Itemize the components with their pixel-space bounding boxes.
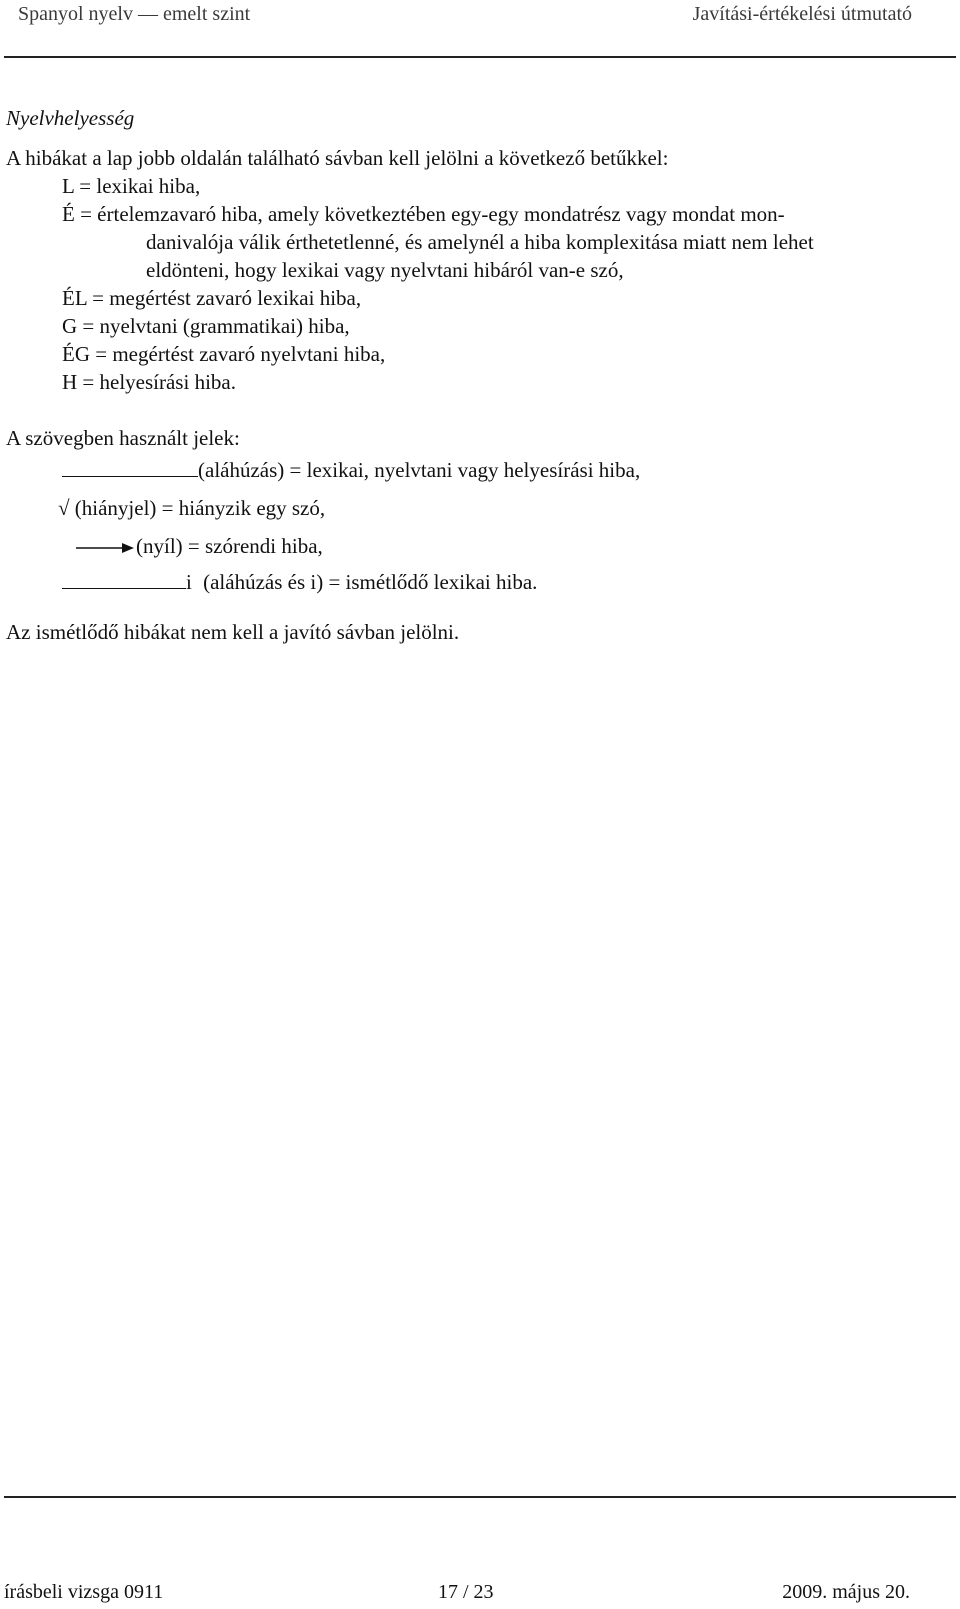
header-right: Javítási-értékelési útmutató xyxy=(692,3,912,25)
header-left: Spanyol nyelv — emelt szint xyxy=(18,3,251,25)
section-title: Nyelvhelyesség xyxy=(6,106,135,130)
mark-repeat-text: (aláhúzás és i) = ismétlődő lexikai hiba. xyxy=(203,570,538,594)
check-mark-icon: √ xyxy=(58,496,70,520)
closing-text: Az ismétlődő hibákat nem kell a javító sávban jelölni. xyxy=(6,620,460,644)
arrow-right-icon xyxy=(76,539,134,557)
mark-check-row xyxy=(58,494,325,522)
mark-underline-text: (aláhúzás) = lexikai, nyelvtani vagy helyesírási hiba, xyxy=(198,458,641,482)
mark-arrow-text: (nyíl) = szórendi hiba, xyxy=(136,534,323,558)
footer-date: 2009. május 20. xyxy=(782,1581,910,1603)
code-l: L = lexikai hiba, xyxy=(62,174,201,198)
intro-text: A hibákat a lap jobb oldalán található sávban kell jelölni a következő betűkkel: xyxy=(6,146,669,170)
code-e-line3: eldönteni, hogy lexikai vagy nyelvtani hibáról van-e szó, xyxy=(146,258,624,282)
repeat-letter: i xyxy=(186,570,192,594)
mark-arrow-row xyxy=(76,532,323,560)
mark-underline-row xyxy=(62,456,640,484)
code-e-line1: É = értelemzavaró hiba, amely következtében egy-egy mondatrész vagy mondat mon- xyxy=(62,202,785,226)
header-rule xyxy=(4,56,956,58)
footer-left: írásbeli vizsga 0911 xyxy=(4,1581,164,1603)
underline-sample-repeat xyxy=(62,568,186,589)
code-g: G = nyelvtani (grammatikai) hiba, xyxy=(62,314,350,338)
code-e-line2: danivalója válik érthetetlenné, és amelynél a hiba komplexitása miatt nem lehet xyxy=(146,230,814,254)
page-number: 17 / 23 xyxy=(438,1581,494,1603)
underline-sample xyxy=(62,456,198,477)
code-el: ÉL = megértést zavaró lexikai hiba, xyxy=(62,286,362,310)
code-eg: ÉG = megértést zavaró nyelvtani hiba, xyxy=(62,342,386,366)
code-h: H = helyesírási hiba. xyxy=(62,370,236,394)
marks-intro: A szövegben használt jelek: xyxy=(6,426,240,450)
footer-rule xyxy=(4,1496,956,1498)
mark-check-text: (hiányjel) = hiányzik egy szó, xyxy=(74,496,326,520)
mark-repeat-row xyxy=(62,568,537,596)
